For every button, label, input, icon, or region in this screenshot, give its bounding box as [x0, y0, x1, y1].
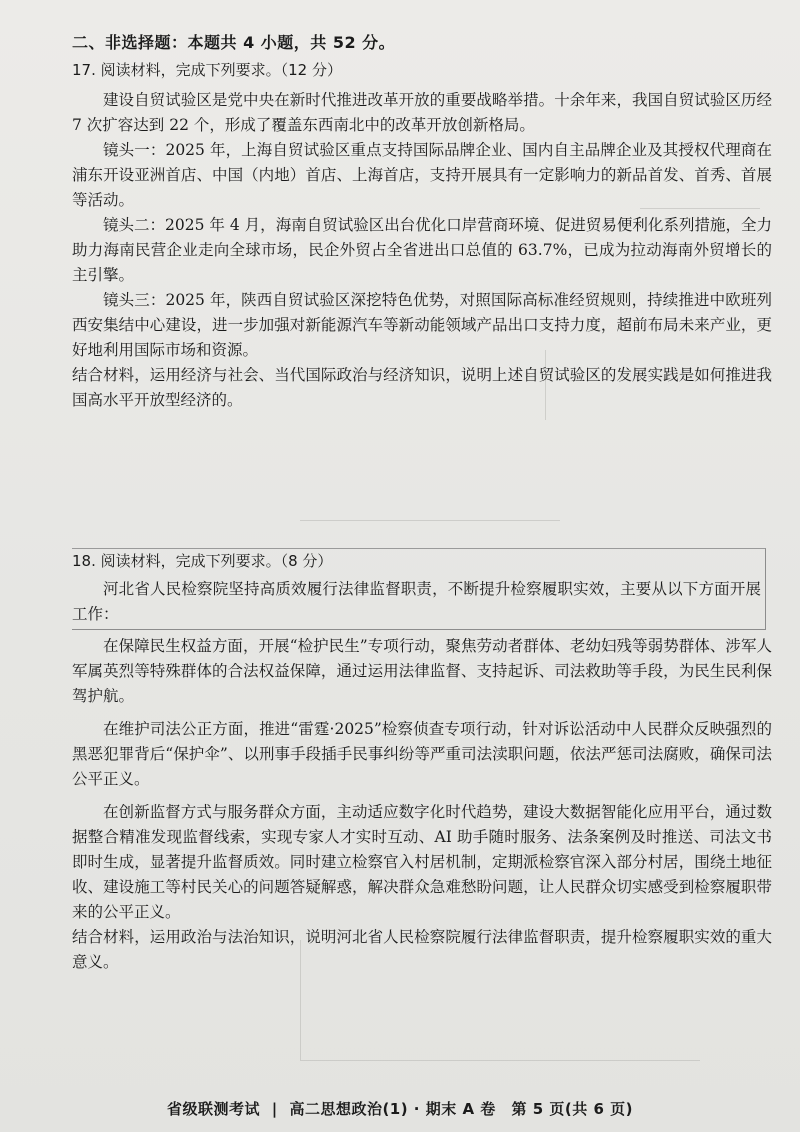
q17-paragraph-intro: 建设自贸试验区是党中央在新时代推进改革开放的重要战略举措。十余年来，我国自贸试验区历经 7 次扩容达到 22 个，形成了覆盖东西南北中的改革开放创新格局。: [72, 91, 772, 134]
bleed-through-mark: [300, 1060, 700, 1061]
question-17: [72, 58, 772, 413]
q18-paragraph-judicial-fairness: 在维护司法公正方面，推进“雷霆·2025”检察侦查专项行动，针对诉讼活动中人民群众反映强烈的黑恶犯罪背后“保护伞”、以刑事手段插手民事纠纷等严重司法渎职问题，依法严惩司法腐败，确保司法公平正义。: [72, 720, 772, 788]
q18-paragraph-innovation: 在创新监督方式与服务群众方面，主动适应数字化时代趋势，建设大数据智能化应用平台，通过数据整合精准发现监督线索，实现专家人才实时互动、AI 助手随时服务、法条案例及时推送、司法文书即时生成，显著提升监督质效。同时建立检察官入村居机制，定期派检察官深入部分村居，围绕土地征收、建设施工等村民关心的问题答疑解惑，解决群众急难愁盼问题，让人民群众切实感受到检察履职带来的公平正义。: [72, 803, 772, 921]
footer-separator: |: [271, 1100, 278, 1118]
footer-course: 高二思想政治(1) · 期末 A 卷: [289, 1100, 496, 1118]
q17-paragraph-scene-2: 镜头二：2025 年 4 月，海南自贸试验区出台优化口岸营商环境、促进贸易便利化系列措施，全力助力海南民营企业走向全球市场，民企外贸占全省进出口总值的 63.7%，已成为拉动海南外贸增长的主引擎。: [72, 216, 772, 284]
page-footer: [0, 1098, 800, 1119]
bleed-through-mark: [300, 520, 560, 521]
question-18-title: 18. 阅读材料，完成下列要求。（8 分）: [72, 552, 333, 570]
q18-task: 结合材料，运用政治与法治知识，说明河北省人民检察院履行法律监督职责，提升检察履职实效的重大意义。: [72, 928, 772, 971]
footer-page-number: 第 5 页(共 6 页): [511, 1100, 634, 1118]
q17-paragraph-scene-3: 镜头三：2025 年，陕西自贸试验区深挖特色优势，对照国际高标准经贸规则，持续推进中欧班列西安集结中心建设，进一步加强对新能源汽车等新动能领域产品出口支持力度，超前布局未来产业，更好地利用国际市场和资源。: [72, 291, 772, 359]
section-heading: 二、非选择题：本题共 4 小题，共 52 分。: [72, 33, 396, 52]
q17-task: 结合材料，运用经济与社会、当代国际政治与经济知识，说明上述自贸试验区的发展实践是如何推进我国高水平开放型经济的。: [72, 366, 772, 409]
q17-paragraph-scene-1: 镜头一：2025 年，上海自贸试验区重点支持国际品牌企业、国内自主品牌企业及其授权代理商在浦东开设亚洲首店、中国（内地）首店、上海首店，支持开展具有一定影响力的新品首发、首秀、首展等活动。: [72, 141, 772, 209]
q18-paragraph-livelihood: 在保障民生权益方面，开展“检护民生”专项行动，聚焦劳动者群体、老幼妇残等弱势群体、涉军人军属英烈等特殊群体的合法权益保障，通过运用法律监督、支持起诉、司法救助等手段，为民生民利保驾护航。: [72, 637, 772, 705]
question-18: [72, 548, 772, 975]
footer-exam-name: 省级联测考试: [166, 1100, 260, 1118]
q18-header-box: [72, 548, 766, 630]
q18-intro: 河北省人民检察院坚持高质效履行法律监督职责，不断提升检察履职实效，主要从以下方面开展工作：: [72, 580, 761, 623]
question-17-title: 17. 阅读材料，完成下列要求。（12 分）: [72, 61, 342, 79]
